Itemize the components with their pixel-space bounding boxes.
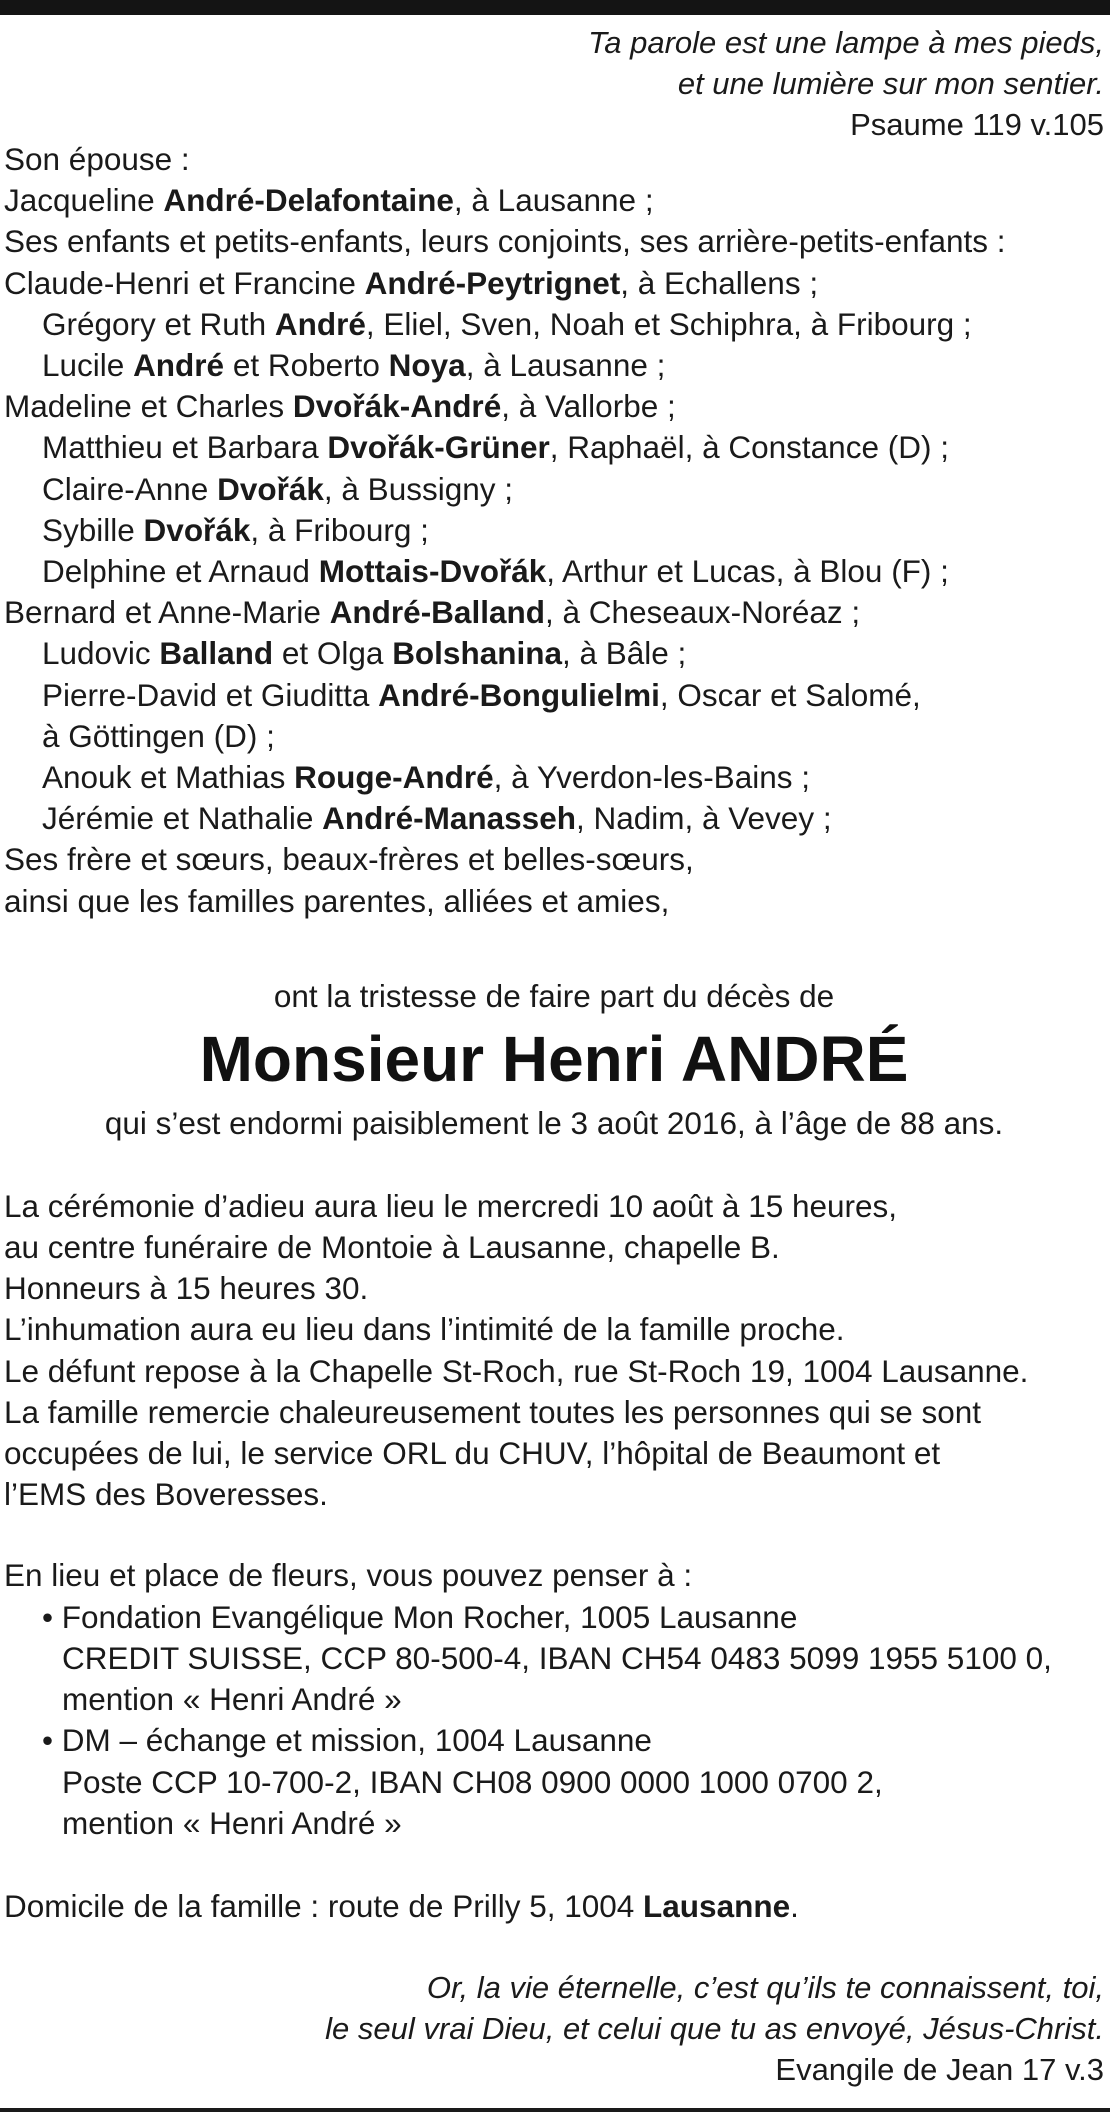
ceremony-line: Honneurs à 15 heures 30. [4,1270,369,1307]
family-entry: Madeline et Charles Dvořák-André, à Vallorbe ; [4,388,676,425]
ceremony-line: La cérémonie d’adieu aura lieu le mercredi 10 août à 15 heures, [4,1187,898,1224]
family-entry: Pierre-David et Giuditta André-Bongulielmi, Oscar et Salomé, [42,676,921,713]
bullet-icon: • [42,1722,54,1759]
announcement-intro: ont la tristesse de faire part du décès de [273,977,835,1014]
family-entry: Bernard et Anne-Marie André-Balland, à Cheseaux-Noréaz ; [4,594,861,631]
verse-line: Ta parole est une lampe à mes pieds, [588,25,1104,60]
passing-details: qui s’est endormi paisiblement le 3 août 2016, à l’âge de 88 ans. [104,1104,1004,1141]
ceremony-details [4,1186,1104,1516]
verse-line: Or, la vie éternelle, c’est qu’ils te connaissent, toi, [426,1970,1104,2006]
family-entry: Claude-Henri et Francine André-Peytrignet, à Echallens ; [4,264,819,301]
family-entry: Lucile André et Roberto Noya, à Lausanne ; [42,347,666,384]
family-entry: Grégory et Ruth André, Eliel, Sven, Noah et Schiphra, à Fribourg ; [42,305,972,342]
spouse-label: Son épouse : [4,141,190,177]
verse-reference: Psaume 119 v.105 [850,107,1104,142]
family-entry: Ludovic Balland et Olga Bolshanina, à Bâle ; [42,635,687,672]
opening-verse [4,22,1104,145]
siblings-line: Ses frère et sœurs, beaux-frères et belles-sœurs, [4,841,694,878]
family-address: Domicile de la famille : route de Prilly 5, 1004 Lausanne. [4,1887,799,1924]
top-border-rule [0,0,1110,15]
family-entry: Sybille Dvořák, à Fribourg ; [42,511,429,548]
family-entry: Jacqueline André-Delafontaine, à Lausanne ; [4,182,654,219]
donation-item: • Fondation Evangélique Mon Rocher, 1005 Lausanne CREDIT SUISSE, CCP 80-500-4, IBAN CH54 0483 5099 1955 5100 0, mention « Henri André » [42,1598,1052,1718]
bottom-border-rule [0,2108,1110,2112]
verse-reference: Evangile de Jean 17 v.3 [775,2052,1104,2088]
deceased-name: Monsieur Henri ANDRÉ [199,1022,909,1095]
ceremony-line: La famille remercie chaleureusement toutes les personnes qui se sont [4,1393,982,1430]
children-label: Ses enfants et petits-enfants, leurs conjoints, ses arrière-petits-enfants : [4,223,1006,260]
obituary-notice [4,22,1104,2090]
family-entry: Claire-Anne Dvořák, à Bussigny ; [42,470,513,507]
ceremony-line: occupées de lui, le service ORL du CHUV, l’hôpital de Beaumont et [4,1435,941,1472]
verse-line: le seul vrai Dieu, et celui que tu as envoyé, Jésus-Christ. [325,2011,1104,2047]
ceremony-line: L’inhumation aura eu lieu dans l’intimité de la famille proche. [4,1311,845,1348]
family-entry: Jérémie et Nathalie André-Manasseh, Nadim, à Vevey ; [42,800,832,837]
verse-line: et une lumière sur mon sentier. [677,66,1104,101]
bullet-icon: • [42,1598,54,1635]
family-entry-continuation: à Göttingen (D) ; [42,717,275,754]
ceremony-line: Le défunt repose à la Chapelle St-Roch, rue St-Roch 19, 1004 Lausanne. [4,1352,1029,1389]
relatives-line: ainsi que les familles parentes, alliées et amies, [4,882,670,919]
family-entry: Matthieu et Barbara Dvořák-Grüner, Raphaël, à Constance (D) ; [42,429,949,466]
donation-item: • DM – échange et mission, 1004 Lausanne Poste CCP 10-700-2, IBAN CH08 0900 0000 1000 0700 2, mention « Henri André » [42,1722,883,1841]
donations-intro: En lieu et place de fleurs, vous pouvez penser à : [4,1557,693,1594]
ceremony-line: au centre funéraire de Montoie à Lausanne, chapelle B. [4,1229,780,1266]
family-entry: Delphine et Arnaud Mottais-Dvořák, Arthur et Lucas, à Blou (F) ; [42,553,949,590]
family-entry: Anouk et Mathias Rouge-André, à Yverdon-les-Bains ; [42,759,810,796]
family-list [4,139,1104,922]
closing-verse [4,1967,1104,2090]
ceremony-line: l’EMS des Boveresses. [4,1476,328,1513]
donations-section [4,1555,1104,1843]
